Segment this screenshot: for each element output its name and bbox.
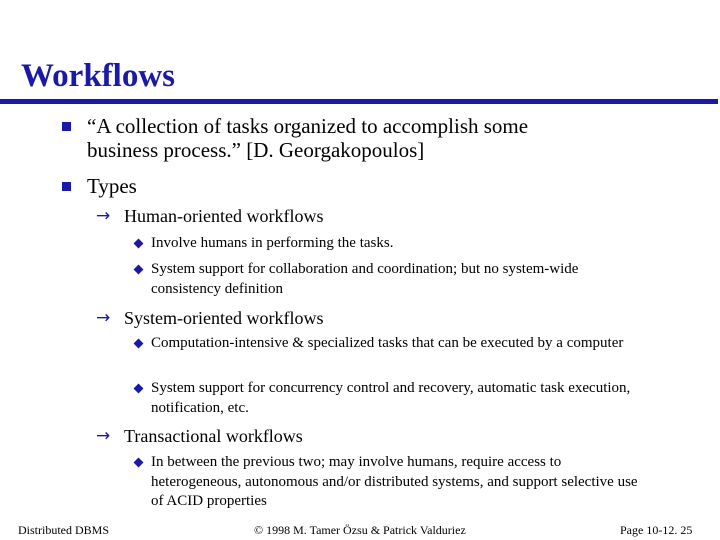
- bullet-types: [62, 174, 702, 200]
- list-item-text: Involve humans in performing the tasks.: [151, 235, 394, 251]
- list-item-text: System support for collaboration and coordination; but no system-wide consistency definition: [151, 261, 579, 297]
- square-bullet-icon: [62, 122, 71, 131]
- bullet-definition: [62, 114, 702, 166]
- diamond-bullet-icon: [134, 239, 144, 249]
- footer-course: Distributed DBMS: [18, 523, 110, 537]
- diamond-bullet-icon: [134, 265, 144, 275]
- type-heading: System-oriented workflows: [124, 308, 324, 328]
- arrow-bullet-icon: →: [96, 426, 111, 446]
- footer-copyright: © 1998 M. Tamer Özsu & Patrick Valduriez: [254, 523, 466, 537]
- list-item-text: System support for concurrency control and recovery, automatic task execution, notification, etc.: [151, 380, 631, 416]
- type-human-oriented: [96, 205, 696, 227]
- bullet-definition-line1: “A collection of tasks organized to accomplish some: [87, 114, 529, 138]
- type-heading: Transactional workflows: [124, 426, 303, 446]
- slide-title: Workflows: [21, 58, 176, 94]
- square-bullet-icon: [62, 182, 71, 191]
- arrow-bullet-icon: →: [96, 206, 111, 226]
- list-item-text: Computation-intensive & specialized tasks that can be executed by a computer: [151, 335, 624, 351]
- type-system-oriented: [96, 307, 696, 329]
- arrow-bullet-icon: →: [96, 308, 111, 328]
- bullet-types-label: Types: [87, 174, 137, 198]
- bullet-definition-line2: business process.” [D. Georgakopoulos]: [87, 138, 425, 162]
- list-item-text: In between the previous two; may involve humans, require access to heterogeneous, autonomous and/or distributed systems, and support selective use of ACID properties: [151, 454, 638, 509]
- type-transactional: [96, 425, 696, 447]
- type-heading: Human-oriented workflows: [124, 206, 324, 226]
- title-underline: [0, 99, 718, 104]
- footer-page-number: Page 10-12. 25: [620, 523, 693, 537]
- diamond-bullet-icon: [134, 458, 144, 468]
- diamond-bullet-icon: [134, 339, 144, 349]
- diamond-bullet-icon: [134, 384, 144, 394]
